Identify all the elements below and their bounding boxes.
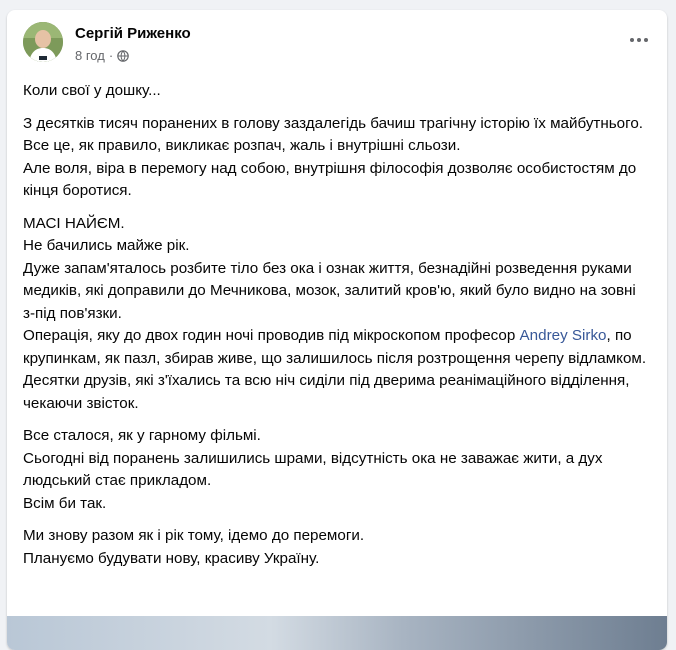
meta-separator: · [108, 48, 114, 63]
post-line: Все це, як правило, викликає розпач, жаль і внутрішні сльози. [23, 137, 461, 154]
post-line: Коли свої у дошку... [23, 82, 161, 99]
more-dot [637, 38, 641, 42]
post-line: Але воля, віра в перемогу над собою, внутрішня філософія дозволяє особистостям до кінця боротися. [23, 159, 637, 199]
post-paragraph [23, 525, 651, 570]
more-dot [630, 38, 634, 42]
avatar-image [23, 22, 63, 62]
post-line-operation [23, 325, 651, 370]
post-line: Десятки друзів, які з'їхались та всю ніч сиділи під дверима реанімаційного відділення, чекаючи звісток. [23, 372, 630, 412]
post-header [23, 22, 651, 66]
globe-icon[interactable] [117, 50, 129, 62]
post-line: Всім би так. [23, 494, 107, 512]
post-line: Дуже запам'яталось розбите тіло без ока і ознак життя, безнадійні розведення руками медиків, які доправили до Мечникова, мозок, залитий кров'ю, який було видно на зовні з-під пов'язки. [23, 259, 636, 322]
operation-text-after: , по крупинкам, як пазл, збирав живе, що залишилось після розтрощення черепу відламком. [23, 327, 647, 367]
post-line: Не бачились майже рік. [23, 237, 190, 254]
post-meta [75, 48, 129, 63]
post-line: Ми знову разом як і рік тому, ідемо до перемоги. [23, 527, 365, 544]
post-paragraph [23, 113, 651, 203]
author-name[interactable]: Сергій Риженко [75, 25, 191, 42]
post-line: МАСІ НАЙЄМ. [23, 214, 125, 232]
post-time[interactable]: 8 год [75, 48, 105, 63]
post-line: Все сталося, як у гарному фільмі. [23, 427, 261, 444]
operation-text-before: Операція, яку до двох годин ночі проводив під мікроскопом професор [23, 327, 520, 344]
more-dot [644, 38, 648, 42]
post-card [7, 10, 667, 650]
post-paragraph [23, 213, 651, 416]
avatar[interactable] [23, 22, 63, 62]
more-horizontal-icon[interactable] [627, 30, 651, 50]
post-body [23, 80, 651, 580]
mention-link[interactable]: Andrey Sirko [519, 327, 607, 344]
post-line: Плануємо будувати нову, красиву Україну. [23, 549, 320, 567]
post-paragraph [23, 425, 651, 515]
post-line: З десятків тисяч поранених в голову заздалегідь бачиш трагічну історію їх майбутнього. [23, 114, 643, 132]
post-line: Сьогодні від поранень залишились шрами, відсутність ока не заважає жити, а дух людський стає прикладом. [23, 449, 603, 489]
post-paragraph [23, 80, 651, 103]
post-image[interactable] [7, 616, 667, 650]
